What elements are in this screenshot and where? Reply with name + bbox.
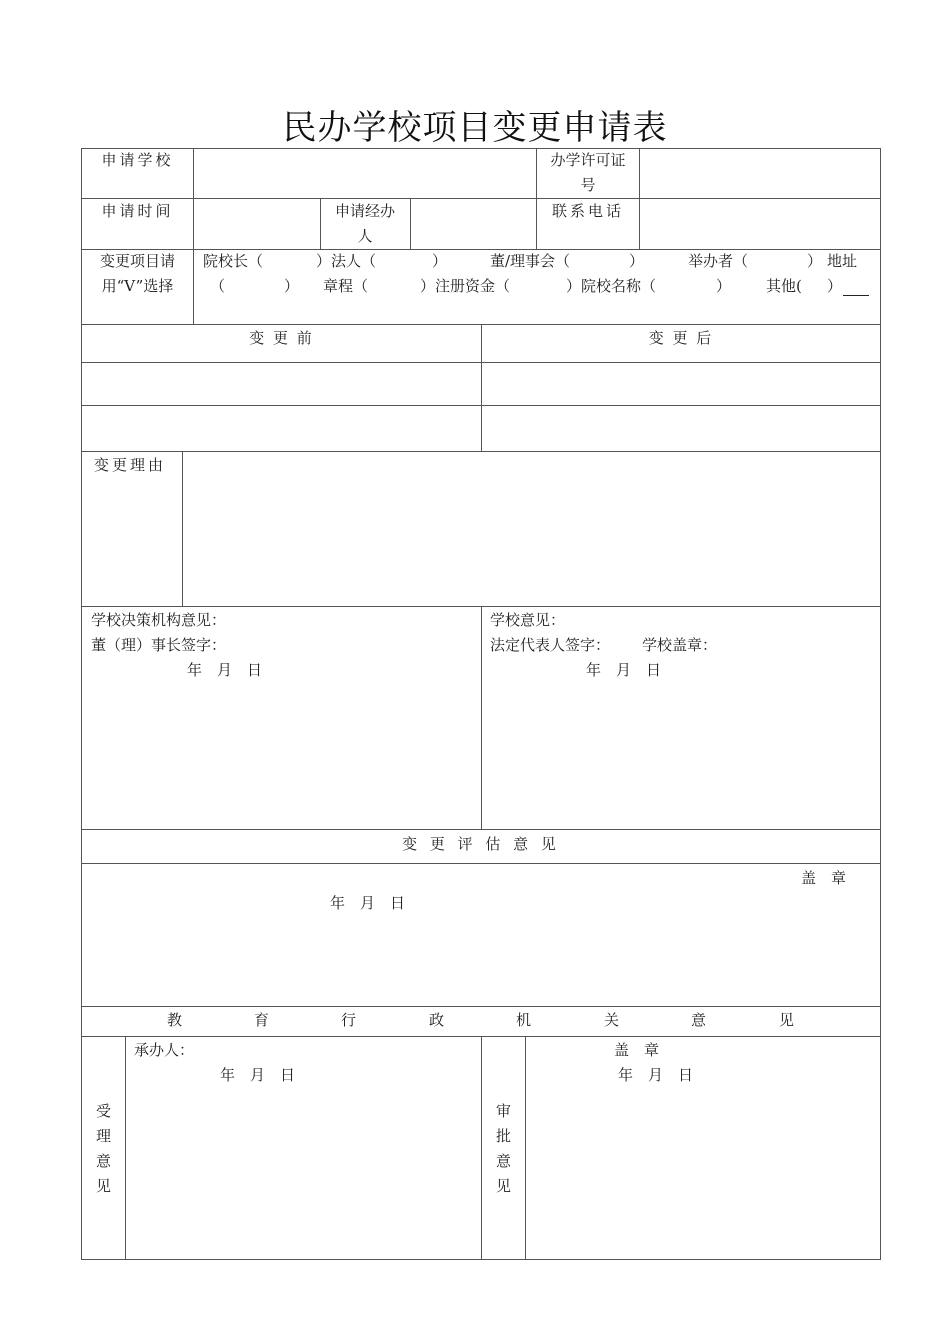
table-border-bottom (81, 1259, 881, 1260)
opt-legal-person[interactable]: ）法人（ (316, 252, 377, 270)
approval-label-char: 批 (496, 1127, 512, 1145)
form-title: 民办学校项目变更申请表 (282, 108, 668, 148)
edu-admin-header-char: 意 (691, 1011, 707, 1029)
legal-rep-sign-label: 法定代表人签字： (490, 636, 611, 654)
before-header: 变 更 前 (249, 329, 314, 347)
handler-label: 申请经办人 (334, 202, 395, 245)
col-divider (481, 1036, 482, 1259)
col-divider (125, 1036, 126, 1259)
evaluation-seal: 盖 章 (801, 869, 847, 887)
approval-label-char: 见 (496, 1177, 512, 1195)
contact-phone-field[interactable] (640, 199, 880, 249)
col-divider (320, 198, 321, 249)
evaluation-date: 年 月 日 (330, 894, 406, 912)
col-divider (481, 606, 482, 829)
table-border-left (81, 148, 82, 1260)
col-divider (525, 1036, 526, 1259)
approval-seal: 盖 章 (614, 1041, 660, 1059)
paren-close: ） (432, 252, 448, 270)
approval-label-char: 审 (496, 1102, 512, 1120)
paren-close: ） (629, 252, 645, 270)
school-opinion-date: 年 月 日 (586, 661, 662, 679)
opt-school-name[interactable]: ）院校名称（ (566, 277, 657, 295)
table-border-right (880, 148, 881, 1260)
opt-board[interactable]: 董/理事会（ (490, 252, 571, 270)
edu-admin-header-char: 教 (167, 1011, 183, 1029)
opt-sponsor[interactable]: 举办者（ (688, 252, 749, 270)
edu-admin-header-char: 育 (254, 1011, 270, 1029)
apply-time-label: 申请时间 (101, 202, 174, 220)
chairman-sign-label: 董（理）事长签字： (91, 636, 227, 654)
edu-admin-header-char: 机 (516, 1011, 532, 1029)
school-seal-label: 学校盖章： (642, 636, 718, 654)
row-divider (81, 863, 881, 864)
other-underline (843, 281, 869, 296)
license-number-label: 办学许可证号 (550, 151, 626, 194)
paren-close: ） (827, 277, 843, 295)
opt-address[interactable]: 地址 (827, 252, 858, 270)
acceptance-date: 年 月 日 (220, 1066, 296, 1084)
edu-admin-header-char: 关 (604, 1011, 620, 1029)
paren-close: ） (807, 252, 823, 270)
acceptance-label-char: 受 (96, 1102, 112, 1120)
opt-principal[interactable]: 院校长（ (203, 252, 264, 270)
acceptance-label-char: 理 (96, 1127, 112, 1145)
change-reason-field[interactable] (190, 460, 870, 600)
decision-date: 年 月 日 (187, 661, 263, 679)
acceptance-label-char: 见 (96, 1177, 112, 1195)
apply-time-field[interactable] (194, 199, 320, 249)
edu-admin-header-char: 见 (779, 1011, 795, 1029)
edu-admin-header-char: 政 (429, 1011, 445, 1029)
applicant-school-label: 申请学校 (101, 151, 174, 169)
approval-date: 年 月 日 (618, 1066, 694, 1084)
acceptance-label-char: 意 (96, 1152, 112, 1170)
paren-open: （ (210, 277, 226, 295)
edu-admin-header-char: 行 (341, 1011, 357, 1029)
opt-other[interactable]: 其他( (766, 277, 802, 295)
row-divider (81, 829, 881, 830)
undertaker-label: 承办人： (134, 1041, 195, 1059)
evaluation-header: 变 更 评 估 意 见 (402, 835, 560, 853)
row-divider (81, 249, 881, 250)
paren-close: ） (716, 277, 732, 295)
handler-field[interactable] (411, 199, 536, 249)
col-divider (182, 451, 183, 606)
approval-label-char: 意 (496, 1152, 512, 1170)
opt-charter[interactable]: 章程（ (323, 277, 369, 295)
opt-registered-capital[interactable]: ）注册资金（ (420, 277, 511, 295)
decision-body-opinion-title: 学校决策机构意见： (91, 611, 227, 629)
row-divider (81, 1006, 881, 1007)
change-items-label: 变更项目请用“V”选择 (99, 252, 175, 295)
license-number-field[interactable] (640, 149, 880, 198)
contact-phone-label: 联系电话 (551, 202, 624, 220)
applicant-school-field[interactable] (194, 149, 536, 198)
change-reason-label: 变更理由 (94, 456, 167, 474)
row-divider (81, 451, 881, 452)
school-opinion-title: 学校意见： (490, 611, 566, 629)
paren-close: ） (284, 277, 300, 295)
after-header: 变 更 后 (648, 329, 714, 347)
